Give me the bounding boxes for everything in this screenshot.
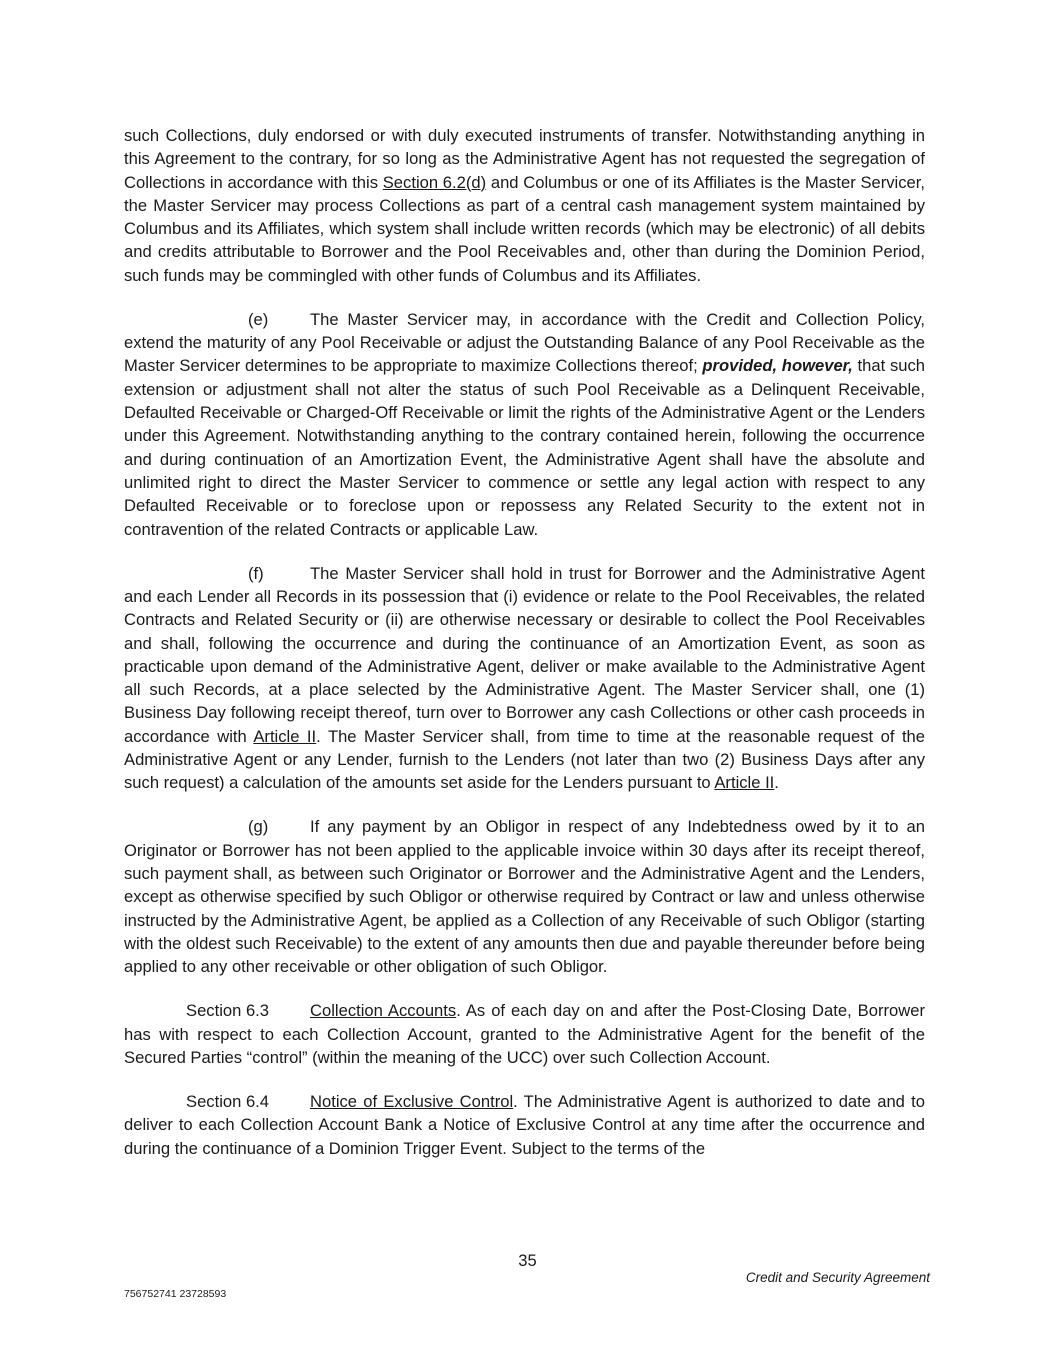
paragraph-text: . The Master Servicer shall, from time to time at the reasonable request of the Administrative Agent or any Lender, furnish to the Lenders (not later than two (2) Business Days after any such request) a calculation of the amounts set aside for the Lenders pursuant to <box>124 726 926 793</box>
paragraph-text: . As of each day on and after the Post-Closing Date, Borrower has with respect to each Collection Account, granted to the Administrative Agent for the benefit of the Secured Parties “control” (within the meaning of the UCC) over such Collection Account. <box>124 1001 925 1067</box>
page-number: 35 <box>518 1251 537 1270</box>
section-number: Section 6.4 <box>186 1091 270 1111</box>
paragraph-text: such Collections, duly endorsed or with duly executed instruments of transfer. Notwithstanding anything in this Agreement to the contrary, for so long as the Administrative Agent has not requested the segregation of Collections in accordance with this <box>124 126 925 192</box>
paragraph-text: . <box>774 773 779 793</box>
section-number: Section 6.3 <box>186 1001 270 1021</box>
article-ii-reference: Article II <box>714 773 775 793</box>
article-ii-reference: Article II <box>253 726 317 746</box>
paragraph-text: and Columbus or one of its Affiliates is the Master Servicer, the Master Servicer may process Collections as part of a central cash management system maintained by Columbus and its Affiliates, which system shall include written records (which may be electronic) of all debits and credits attributable to Borrower and the Pool Receivables and, other than during the Dominion Period, such funds may be commingled with other funds of Columbus and its Affiliates. <box>124 172 925 285</box>
document-body <box>124 124 925 1160</box>
footer-document-id: 756752741 23728593 <box>124 1288 227 1300</box>
paragraph-f <box>124 562 925 795</box>
paragraph-text: The Master Servicer shall hold in trust for Borrower and the Administrative Agent and each Lender all Records in its possession that (i) evidence or relate to the Pool Receivables, the related Contracts and Related Security or (ii) are otherwise necessary or desirable to collect the Pool Receivables and shall, following the occurrence and during the continuance of an Amortization Event, as soon as practicable upon demand of the Administrative Agent, deliver or make available to the Administrative Agent all such Records, at a place selected by the Administrative Agent. The Master Servicer shall, one (1) Business Day following receipt thereof, turn over to Borrower any cash Collections or other cash proceeds in accordance with <box>124 563 925 746</box>
clause-label-g: (g) <box>248 817 269 837</box>
clause-label-f: (f) <box>248 563 264 583</box>
paragraph-text: If any payment by an Obligor in respect of any Indebtedness owed by it to an Originator or Borrower has not been applied to the applicable invoice within 30 days after its receipt thereof, such payment shall, as between such Originator or Borrower and the Administrative Agent and the Lenders, except as otherwise specified by such Obligor or otherwise required by Contract or law and unless otherwise instructed by the Administrative Agent, be applied as a Collection of any Receivable of such Obligor (starting with the oldest such Receivable) to the extent of any amounts then due and payable thereunder before being applied to any other receivable or other obligation of such Obligor. <box>124 817 925 977</box>
paragraph-text: The Master Servicer may, in accordance with the Credit and Collection Policy, extend the maturity of any Pool Receivable or adjust the Outstanding Balance of any Pool Receivable as the Master Servicer determines to be appropriate to maximize Collections thereof; <box>124 309 925 376</box>
paragraph-e <box>124 308 925 541</box>
section-6-2d-reference: Section 6.2(d) <box>382 172 487 192</box>
section-6-4 <box>124 1090 925 1160</box>
paragraph-collections-continued <box>124 124 925 287</box>
section-6-3 <box>124 999 925 1069</box>
clause-label-e: (e) <box>248 309 269 329</box>
proviso-emphasis: provided, however, <box>702 356 853 376</box>
section-heading: Notice of Exclusive Control <box>310 1091 514 1111</box>
footer-document-title: Credit and Security Agreement <box>745 1270 930 1285</box>
section-heading: Collection Accounts <box>310 1001 457 1021</box>
paragraph-text: . The Administrative Agent is authorized to date and to deliver to each Collection Account Bank a Notice of Exclusive Control at any time after the occurrence and during the continuance of a Dominion Trigger Event. Subject to the terms of the <box>124 1091 925 1158</box>
paragraph-g <box>124 815 925 978</box>
paragraph-text: that such extension or adjustment shall not alter the status of such Pool Receivable as a Delinquent Receivable, Defaulted Receivable or Charged-Off Receivable or limit the rights of the Administrative Agent or the Lenders under this Agreement. Notwithstanding anything to the contrary contained herein, following the occurrence and during continuation of an Amortization Event, the Administrative Agent shall have the absolute and unlimited right to direct the Master Servicer to commence or settle any legal action with respect to any Defaulted Receivable or to foreclose upon or repossess any Related Security to the extent not in contravention of the related Contracts or applicable Law. <box>124 356 925 539</box>
